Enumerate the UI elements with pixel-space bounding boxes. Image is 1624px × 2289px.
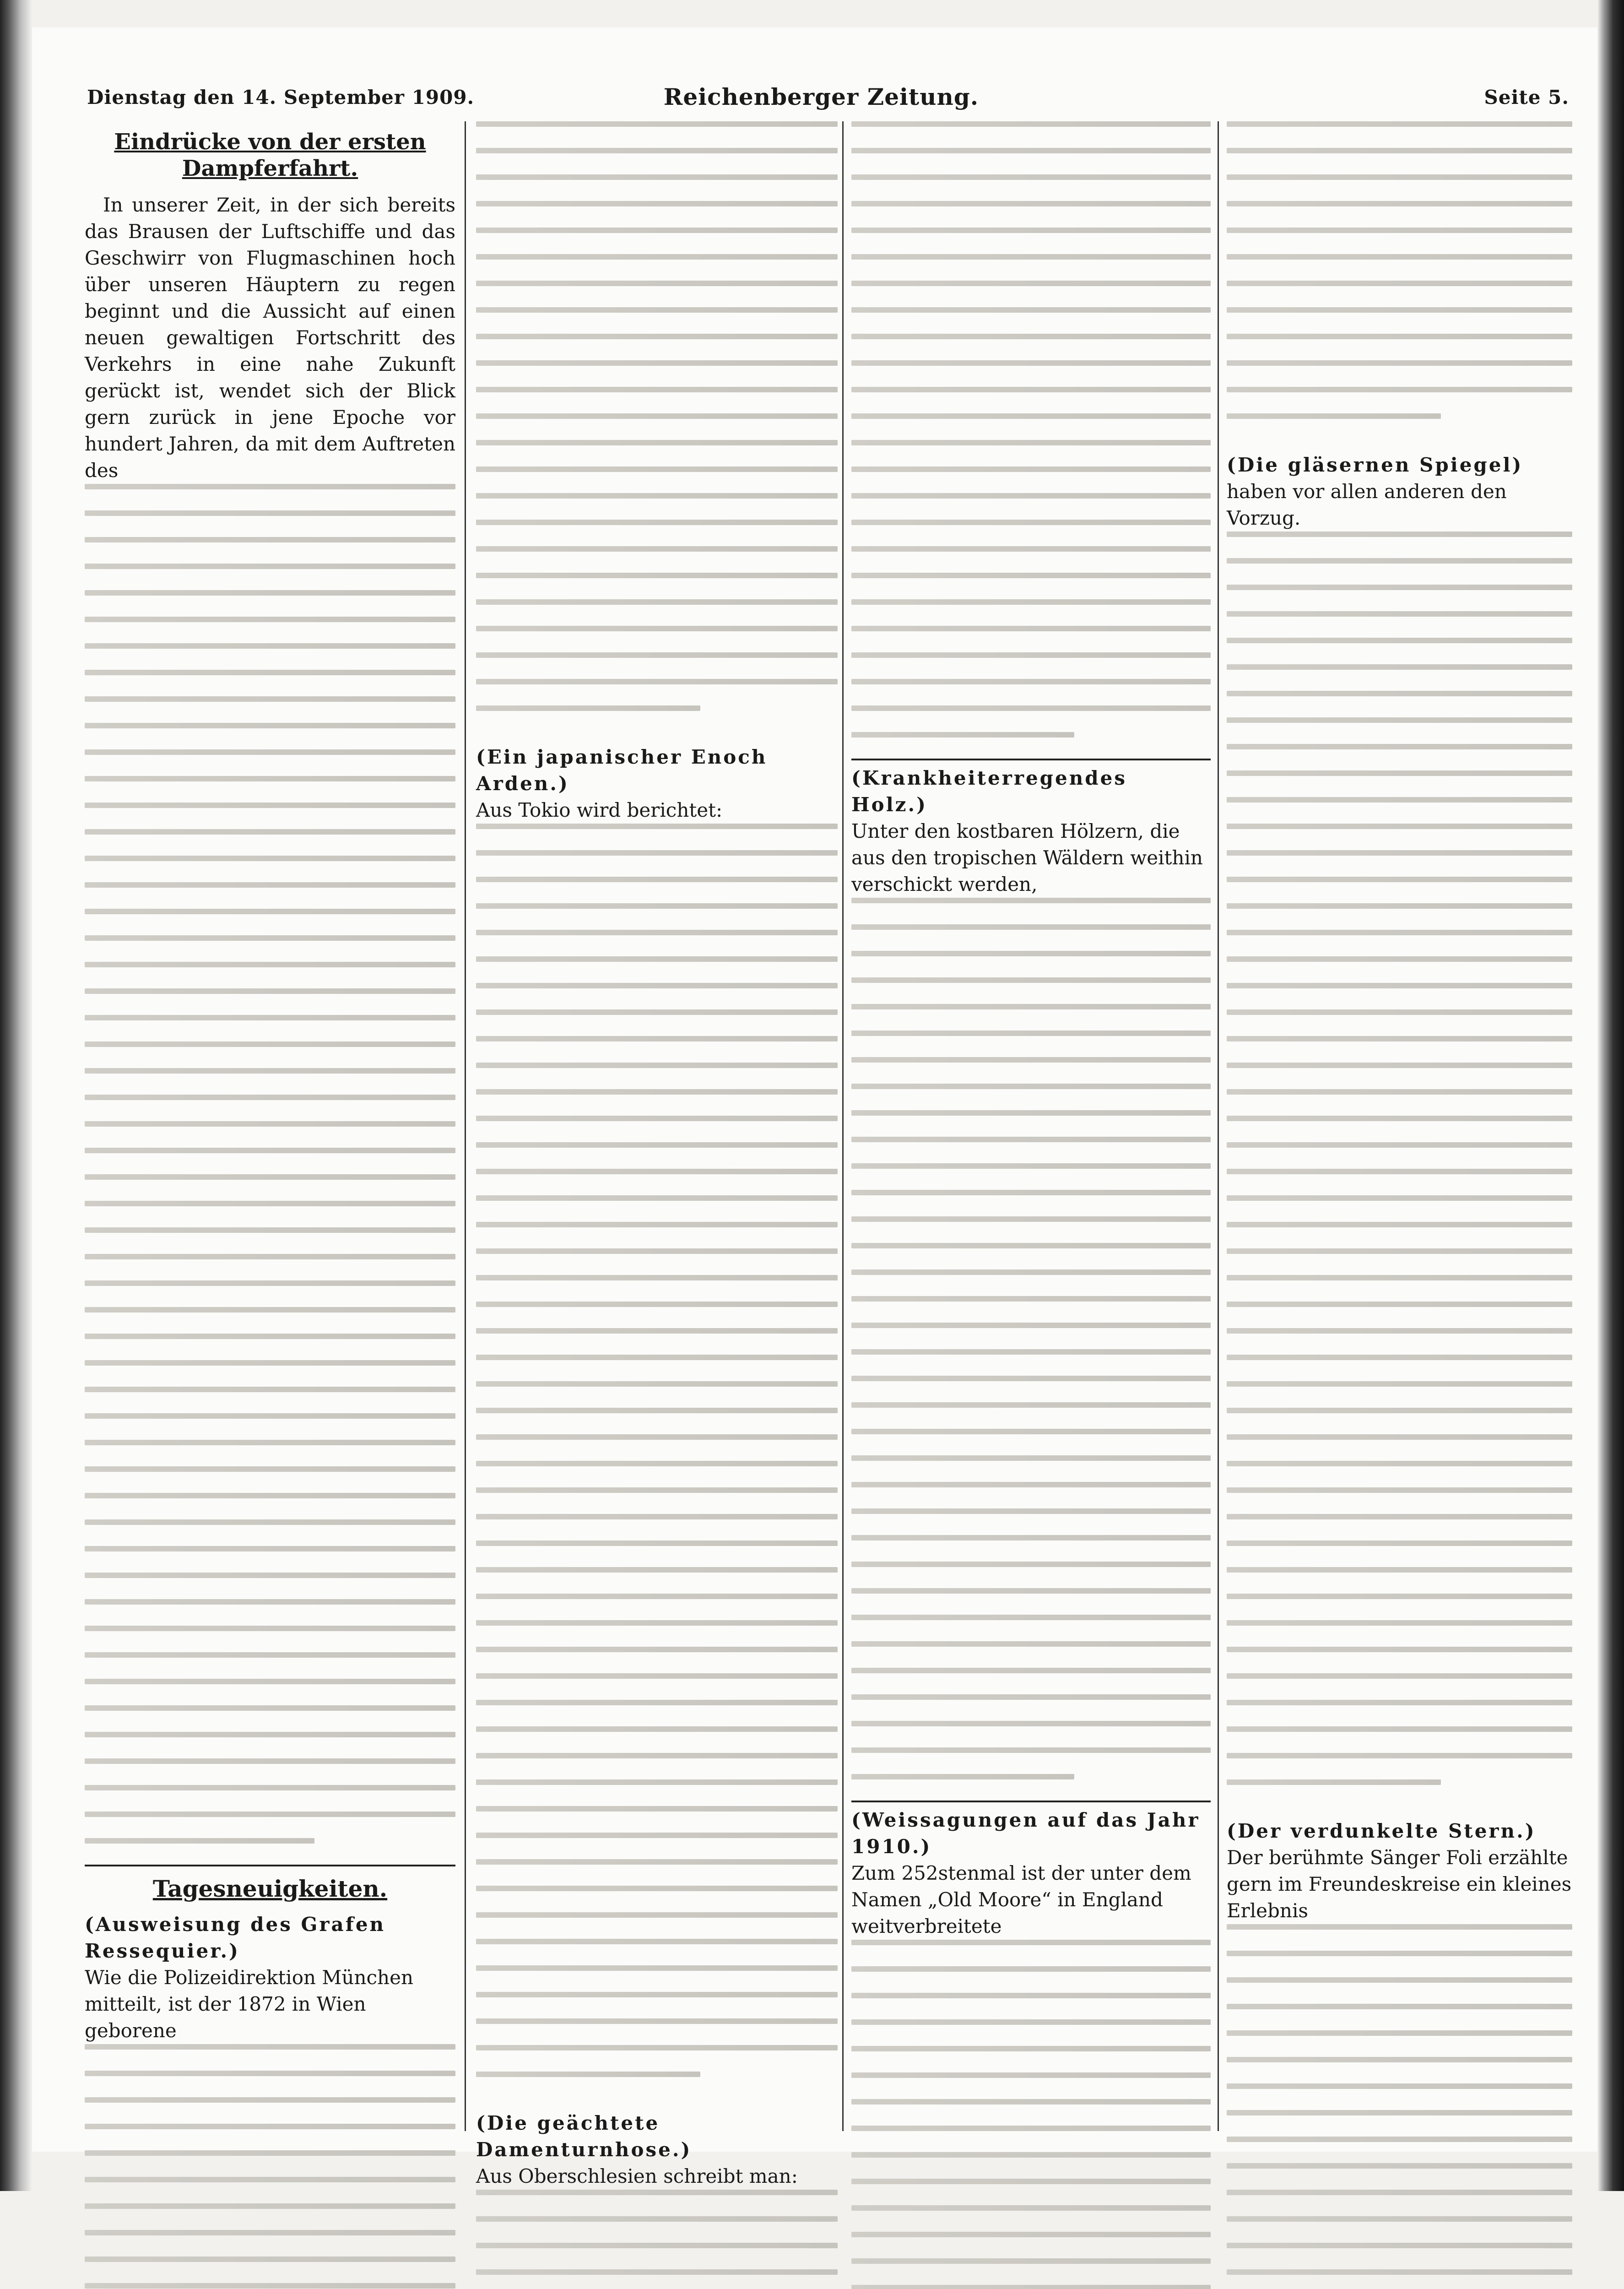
- scan-right-edge: [1597, 0, 1624, 2191]
- item-title: (Krankheiterregendes Holz.): [851, 767, 1127, 816]
- section-divider: [851, 759, 1211, 760]
- item-lead: Zum 252stenmal ist der unter dem Namen „Old Moore“ in England weitverbreitete: [851, 1862, 1191, 1937]
- column-4: [1227, 121, 1572, 2136]
- page-number: Seite 5.: [1484, 86, 1569, 108]
- item-title: (Die gläsernen Spiegel): [1227, 454, 1523, 476]
- illegible-text-block: [851, 121, 1211, 738]
- column-rule: [842, 121, 844, 2131]
- illegible-text-block: [1227, 1924, 1572, 2289]
- column-rule: [465, 121, 466, 2131]
- item-lead: Aus Oberschlesien schreibt man:: [476, 2165, 798, 2187]
- section-divider: [85, 1865, 455, 1866]
- illegible-text-block: [476, 2190, 838, 2289]
- item-title: (Ausweisung des Grafen Ressequier.): [85, 1913, 386, 1962]
- article-headline: Eindrücke von der ersten Dampferfahrt.: [114, 129, 426, 181]
- article-lead: In unserer Zeit, in der sich bereits das Brausen der Luftschiffe und das Geschwirr von Flugmaschinen hoch über unseren Häuptern zu regen beginnt und die Aussicht auf einen neuen gewaltigen Fortschritt des Verkehrs in eine nahe Zukunft gerückt ist, wendet sich der Blick gern zurück in jene Epoche vor hundert Jahren, da mit dem Auftreten des: [85, 194, 455, 482]
- item-title: (Der verdunkelte Stern.): [1227, 1820, 1536, 1842]
- scan-left-edge: [0, 0, 32, 2191]
- item-lead: Der berühmte Sänger Foli erzählte gern im Freundeskreise ein kleines Erlebnis: [1227, 1846, 1572, 1922]
- item-title: (Die geächtete Damenturnhose.): [476, 2112, 692, 2161]
- section-divider: [851, 1801, 1211, 1802]
- illegible-text-block: [851, 1940, 1211, 2289]
- column-rule: [1218, 121, 1219, 2131]
- illegible-text-block: [476, 121, 838, 711]
- item-lead: Wie die Polizeidirektion München mitteilt, ist der 1872 in Wien geborene: [85, 1966, 413, 2042]
- column-1: [85, 121, 455, 2136]
- issue-date: Dienstag den 14. September 1909.: [87, 86, 475, 108]
- item-lead: Aus Tokio wird berichtet:: [476, 799, 723, 821]
- item-title: (Weissagungen auf das Jahr 1910.): [851, 1809, 1200, 1858]
- column-2: [476, 121, 838, 2187]
- item-lead: Unter den kostbaren Hölzern, die aus den tropischen Wäldern weithin verschickt werden,: [851, 820, 1203, 895]
- illegible-text-block: [85, 484, 455, 1844]
- item-title: (Ein japanischer Enoch Arden.): [476, 746, 768, 795]
- illegible-text-block: [1227, 121, 1572, 419]
- illegible-text-block: [1227, 532, 1572, 1785]
- item-lead: haben vor allen anderen den Vorzug.: [1227, 480, 1507, 529]
- masthead: [60, 81, 1583, 118]
- column-3: [851, 121, 1211, 2136]
- illegible-text-block: [85, 2044, 455, 2289]
- illegible-text-block: [476, 824, 838, 2077]
- paper-title: Reichenberger Zeitung.: [663, 83, 979, 110]
- section-heading: Tagesneuigkeiten.: [152, 1875, 388, 1902]
- illegible-text-block: [851, 898, 1211, 1779]
